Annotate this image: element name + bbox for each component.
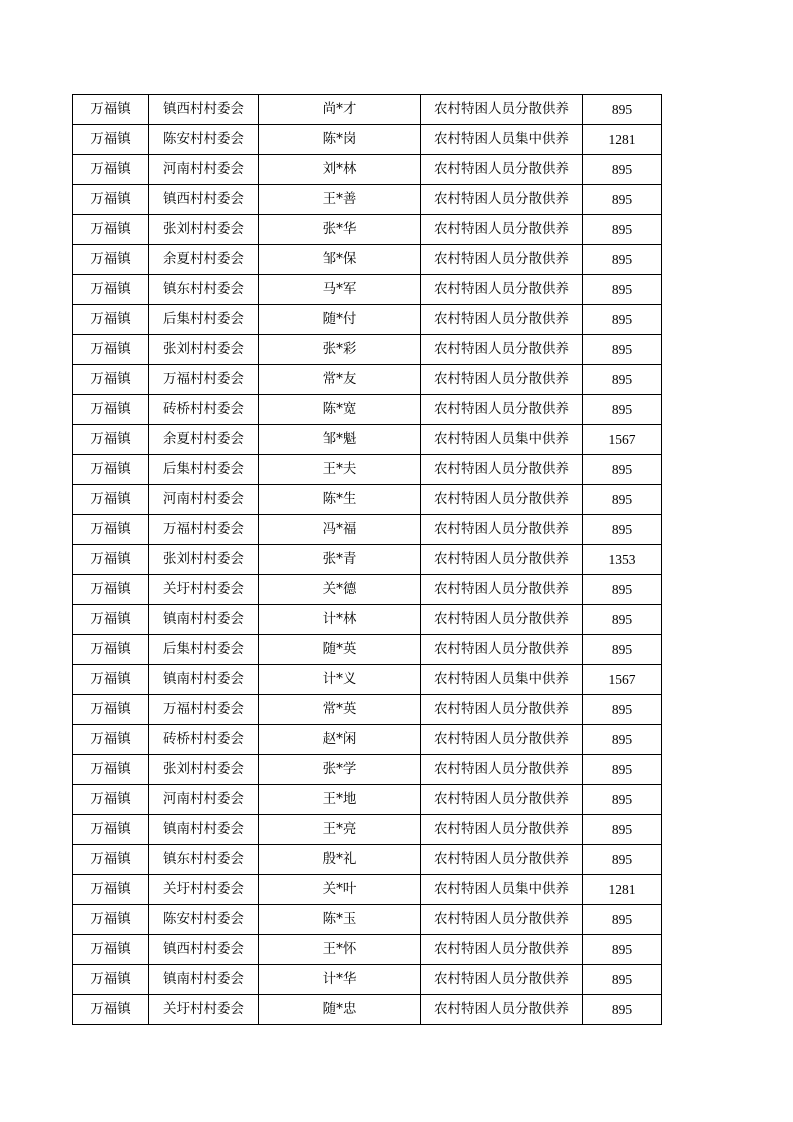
town-cell: 万福镇: [73, 245, 149, 275]
village-committee-cell: 关圩村村委会: [149, 995, 259, 1025]
village-committee-cell: 张刘村村委会: [149, 755, 259, 785]
amount-cell: 895: [583, 455, 662, 485]
support-type-cell: 农村特困人员集中供养: [421, 425, 583, 455]
recipient-name-cell: 计*华: [259, 965, 421, 995]
village-committee-cell: 后集村村委会: [149, 635, 259, 665]
amount-cell: 1281: [583, 875, 662, 905]
recipient-name-cell: 王*亮: [259, 815, 421, 845]
village-committee-cell: 镇南村村委会: [149, 665, 259, 695]
amount-cell: 895: [583, 335, 662, 365]
village-committee-cell: 镇东村村委会: [149, 275, 259, 305]
table-row: [73, 665, 662, 695]
amount-cell: 1281: [583, 125, 662, 155]
village-committee-cell: 后集村村委会: [149, 305, 259, 335]
support-type-cell: 农村特困人员分散供养: [421, 785, 583, 815]
amount-cell: 895: [583, 605, 662, 635]
village-committee-cell: 镇南村村委会: [149, 605, 259, 635]
town-cell: 万福镇: [73, 155, 149, 185]
table-row: [73, 455, 662, 485]
amount-cell: 1567: [583, 425, 662, 455]
table-row: [73, 215, 662, 245]
village-committee-cell: 陈安村村委会: [149, 905, 259, 935]
recipient-name-cell: 陈*岗: [259, 125, 421, 155]
table-row: [73, 95, 662, 125]
village-committee-cell: 镇南村村委会: [149, 965, 259, 995]
town-cell: 万福镇: [73, 335, 149, 365]
table-row: [73, 425, 662, 455]
amount-cell: 895: [583, 905, 662, 935]
amount-cell: 895: [583, 695, 662, 725]
support-type-cell: 农村特困人员集中供养: [421, 875, 583, 905]
village-committee-cell: 余夏村村委会: [149, 425, 259, 455]
support-type-cell: 农村特困人员分散供养: [421, 845, 583, 875]
table-row: [73, 905, 662, 935]
recipient-name-cell: 随*付: [259, 305, 421, 335]
support-type-cell: 农村特困人员分散供养: [421, 365, 583, 395]
table-row: [73, 365, 662, 395]
village-committee-cell: 余夏村村委会: [149, 245, 259, 275]
recipient-name-cell: 陈*生: [259, 485, 421, 515]
table-row: [73, 995, 662, 1025]
village-committee-cell: 万福村村委会: [149, 695, 259, 725]
table-row: [73, 185, 662, 215]
recipient-name-cell: 关*德: [259, 575, 421, 605]
support-type-cell: 农村特困人员分散供养: [421, 995, 583, 1025]
village-committee-cell: 万福村村委会: [149, 365, 259, 395]
amount-cell: 1353: [583, 545, 662, 575]
town-cell: 万福镇: [73, 695, 149, 725]
village-committee-cell: 张刘村村委会: [149, 545, 259, 575]
support-type-cell: 农村特困人员分散供养: [421, 155, 583, 185]
support-type-cell: 农村特困人员分散供养: [421, 455, 583, 485]
town-cell: 万福镇: [73, 845, 149, 875]
amount-cell: 895: [583, 185, 662, 215]
town-cell: 万福镇: [73, 215, 149, 245]
recipient-name-cell: 计*林: [259, 605, 421, 635]
town-cell: 万福镇: [73, 185, 149, 215]
recipient-name-cell: 张*学: [259, 755, 421, 785]
recipient-name-cell: 计*义: [259, 665, 421, 695]
village-committee-cell: 镇西村村委会: [149, 935, 259, 965]
table-row: [73, 305, 662, 335]
table-row: [73, 815, 662, 845]
recipient-name-cell: 王*善: [259, 185, 421, 215]
support-type-cell: 农村特困人员分散供养: [421, 815, 583, 845]
amount-cell: 895: [583, 785, 662, 815]
support-type-cell: 农村特困人员分散供养: [421, 965, 583, 995]
village-committee-cell: 镇南村村委会: [149, 815, 259, 845]
support-type-cell: 农村特困人员分散供养: [421, 695, 583, 725]
town-cell: 万福镇: [73, 575, 149, 605]
table-row: [73, 485, 662, 515]
town-cell: 万福镇: [73, 905, 149, 935]
village-committee-cell: 镇东村村委会: [149, 845, 259, 875]
amount-cell: 895: [583, 755, 662, 785]
village-committee-cell: 张刘村村委会: [149, 335, 259, 365]
town-cell: 万福镇: [73, 125, 149, 155]
recipient-table: [72, 94, 662, 1025]
amount-cell: 895: [583, 635, 662, 665]
support-type-cell: 农村特困人员分散供养: [421, 335, 583, 365]
recipient-name-cell: 王*地: [259, 785, 421, 815]
town-cell: 万福镇: [73, 275, 149, 305]
amount-cell: 895: [583, 395, 662, 425]
table-row: [73, 545, 662, 575]
recipient-name-cell: 王*怀: [259, 935, 421, 965]
support-type-cell: 农村特困人员分散供养: [421, 905, 583, 935]
town-cell: 万福镇: [73, 875, 149, 905]
table-row: [73, 575, 662, 605]
amount-cell: 895: [583, 275, 662, 305]
town-cell: 万福镇: [73, 635, 149, 665]
support-type-cell: 农村特困人员分散供养: [421, 635, 583, 665]
town-cell: 万福镇: [73, 755, 149, 785]
recipient-name-cell: 邹*魁: [259, 425, 421, 455]
village-committee-cell: 河南村村委会: [149, 155, 259, 185]
table-row: [73, 725, 662, 755]
recipient-name-cell: 邹*保: [259, 245, 421, 275]
amount-cell: 895: [583, 575, 662, 605]
town-cell: 万福镇: [73, 365, 149, 395]
town-cell: 万福镇: [73, 935, 149, 965]
amount-cell: 895: [583, 155, 662, 185]
recipient-name-cell: 王*夫: [259, 455, 421, 485]
village-committee-cell: 砖桥村村委会: [149, 395, 259, 425]
table-row: [73, 155, 662, 185]
town-cell: 万福镇: [73, 395, 149, 425]
recipient-name-cell: 随*忠: [259, 995, 421, 1025]
table-row: [73, 935, 662, 965]
table-row: [73, 605, 662, 635]
support-type-cell: 农村特困人员分散供养: [421, 275, 583, 305]
recipient-name-cell: 张*华: [259, 215, 421, 245]
support-type-cell: 农村特困人员分散供养: [421, 485, 583, 515]
village-committee-cell: 关圩村村委会: [149, 875, 259, 905]
amount-cell: 895: [583, 995, 662, 1025]
support-type-cell: 农村特困人员分散供养: [421, 935, 583, 965]
recipient-name-cell: 陈*宽: [259, 395, 421, 425]
amount-cell: 895: [583, 815, 662, 845]
table-row: [73, 785, 662, 815]
recipient-name-cell: 常*英: [259, 695, 421, 725]
village-committee-cell: 镇西村村委会: [149, 95, 259, 125]
town-cell: 万福镇: [73, 725, 149, 755]
amount-cell: 895: [583, 305, 662, 335]
support-type-cell: 农村特困人员分散供养: [421, 605, 583, 635]
town-cell: 万福镇: [73, 995, 149, 1025]
recipient-name-cell: 尚*才: [259, 95, 421, 125]
recipient-name-cell: 随*英: [259, 635, 421, 665]
village-committee-cell: 关圩村村委会: [149, 575, 259, 605]
recipient-name-cell: 殷*礼: [259, 845, 421, 875]
table-row: [73, 635, 662, 665]
village-committee-cell: 陈安村村委会: [149, 125, 259, 155]
table-row: [73, 515, 662, 545]
support-type-cell: 农村特困人员分散供养: [421, 755, 583, 785]
amount-cell: 895: [583, 365, 662, 395]
town-cell: 万福镇: [73, 95, 149, 125]
table-row: [73, 965, 662, 995]
town-cell: 万福镇: [73, 815, 149, 845]
town-cell: 万福镇: [73, 545, 149, 575]
town-cell: 万福镇: [73, 305, 149, 335]
town-cell: 万福镇: [73, 665, 149, 695]
village-committee-cell: 后集村村委会: [149, 455, 259, 485]
support-type-cell: 农村特困人员分散供养: [421, 215, 583, 245]
table-row: [73, 275, 662, 305]
recipient-name-cell: 常*友: [259, 365, 421, 395]
recipient-name-cell: 马*军: [259, 275, 421, 305]
village-committee-cell: 河南村村委会: [149, 485, 259, 515]
village-committee-cell: 万福村村委会: [149, 515, 259, 545]
village-committee-cell: 张刘村村委会: [149, 215, 259, 245]
table-row: [73, 245, 662, 275]
support-type-cell: 农村特困人员分散供养: [421, 515, 583, 545]
support-type-cell: 农村特困人员分散供养: [421, 305, 583, 335]
amount-cell: 1567: [583, 665, 662, 695]
town-cell: 万福镇: [73, 485, 149, 515]
recipient-name-cell: 冯*福: [259, 515, 421, 545]
village-committee-cell: 砖桥村村委会: [149, 725, 259, 755]
recipient-name-cell: 张*青: [259, 545, 421, 575]
town-cell: 万福镇: [73, 515, 149, 545]
amount-cell: 895: [583, 485, 662, 515]
amount-cell: 895: [583, 935, 662, 965]
town-cell: 万福镇: [73, 605, 149, 635]
amount-cell: 895: [583, 95, 662, 125]
recipient-name-cell: 赵*闲: [259, 725, 421, 755]
support-type-cell: 农村特困人员分散供养: [421, 185, 583, 215]
amount-cell: 895: [583, 725, 662, 755]
table-row: [73, 875, 662, 905]
recipient-table-body: [73, 95, 662, 1025]
amount-cell: 895: [583, 845, 662, 875]
village-committee-cell: 镇西村村委会: [149, 185, 259, 215]
recipient-name-cell: 关*叶: [259, 875, 421, 905]
support-type-cell: 农村特困人员分散供养: [421, 395, 583, 425]
amount-cell: 895: [583, 965, 662, 995]
town-cell: 万福镇: [73, 965, 149, 995]
table-row: [73, 695, 662, 725]
town-cell: 万福镇: [73, 425, 149, 455]
recipient-name-cell: 张*彩: [259, 335, 421, 365]
table-row: [73, 845, 662, 875]
support-type-cell: 农村特困人员分散供养: [421, 725, 583, 755]
table-row: [73, 395, 662, 425]
recipient-name-cell: 刘*林: [259, 155, 421, 185]
amount-cell: 895: [583, 245, 662, 275]
town-cell: 万福镇: [73, 455, 149, 485]
town-cell: 万福镇: [73, 785, 149, 815]
support-type-cell: 农村特困人员分散供养: [421, 95, 583, 125]
support-type-cell: 农村特困人员分散供养: [421, 545, 583, 575]
amount-cell: 895: [583, 215, 662, 245]
recipient-name-cell: 陈*玉: [259, 905, 421, 935]
table-row: [73, 755, 662, 785]
support-type-cell: 农村特困人员分散供养: [421, 245, 583, 275]
support-type-cell: 农村特困人员集中供养: [421, 665, 583, 695]
amount-cell: 895: [583, 515, 662, 545]
support-type-cell: 农村特困人员分散供养: [421, 575, 583, 605]
support-type-cell: 农村特困人员集中供养: [421, 125, 583, 155]
village-committee-cell: 河南村村委会: [149, 785, 259, 815]
table-row: [73, 335, 662, 365]
table-row: [73, 125, 662, 155]
